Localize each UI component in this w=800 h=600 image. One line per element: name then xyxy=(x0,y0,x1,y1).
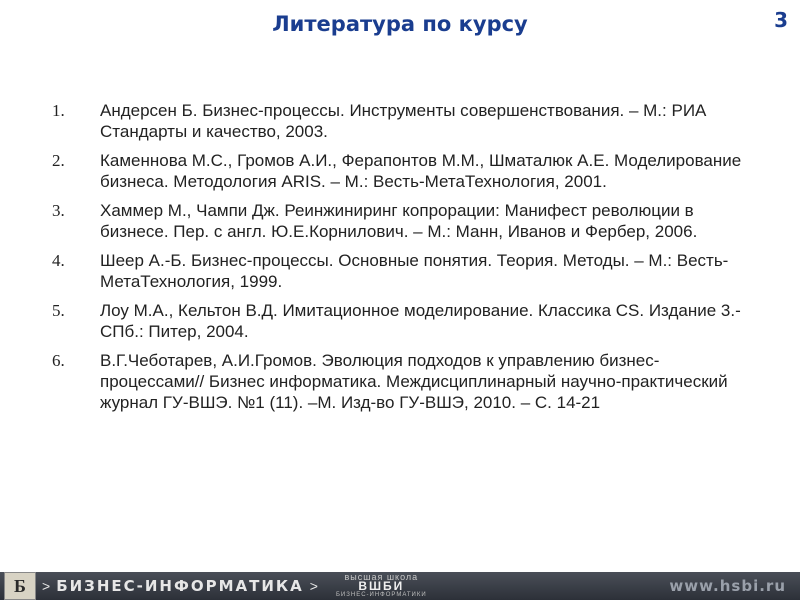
logo-icon: Б xyxy=(4,572,36,600)
reference-item xyxy=(52,350,742,413)
reference-text: Хаммер М., Чампи Дж. Реинжиниринг копрорации: Манифест революции в бизнесе. Пер. с англ. Ю.Е.Корнилович. – М.: Манн, Иванов и Фербер, 2006. xyxy=(100,201,698,241)
reference-number: 3. xyxy=(52,201,65,220)
reference-item xyxy=(52,250,742,292)
reference-number: 2. xyxy=(52,151,65,170)
slide-title: Литература по курсу xyxy=(272,12,528,36)
school-line-3: БИЗНЕС-ИНФОРМАТИКИ xyxy=(335,591,427,598)
arrow-icon: > xyxy=(42,578,51,594)
reference-item xyxy=(52,100,742,142)
reference-text: В.Г.Чеботарев, А.И.Громов. Эволюция подходов к управлению бизнес-процессами// Бизнес информатика. Междисциплинарный научно-практический журнал ГУ-ВШЭ. №1 (11). –М. Изд-во ГУ-ВШЭ, 2010. – С. 14-21 xyxy=(100,351,728,412)
reference-text: Каменнова М.С., Громов А.И., Ферапонтов М.М., Шматалюк А.Е. Моделирование бизнеса. Методология ARIS. – М.: Весть-МетаТехнология, 2001. xyxy=(100,151,742,191)
footer-url[interactable]: www.hsbi.ru xyxy=(669,577,786,595)
reference-item xyxy=(52,200,742,242)
reference-list xyxy=(52,100,742,421)
reference-text: Андерсен Б. Бизнес-процессы. Инструменты совершенствования. – М.: РИА Стандарты и качество, 2003. xyxy=(100,101,707,141)
footer-banner xyxy=(0,572,800,600)
school-line-1: высшая школа xyxy=(344,571,419,582)
reference-number: 5. xyxy=(52,301,65,320)
reference-text: Лоу М.А., Кельтон В.Д. Имитационное моделирование. Классика CS. Издание 3.-СПб.: Питер, 2004. xyxy=(100,301,741,341)
school-logo xyxy=(336,573,427,600)
reference-text: Шеер А.-Б. Бизнес-процессы. Основные понятия. Теория. Методы. – М.: Весть-МетаТехнология, 1999. xyxy=(100,251,729,291)
school-line-2: ВШБИ xyxy=(358,578,405,593)
arrow-icon: > xyxy=(309,578,318,594)
page-number: 3 xyxy=(774,8,788,32)
reference-number: 6. xyxy=(52,351,65,370)
reference-item xyxy=(52,150,742,192)
footer-brand: БИЗНЕС-ИНФОРМАТИКА xyxy=(56,577,304,595)
reference-number: 1. xyxy=(52,101,65,120)
reference-number: 4. xyxy=(52,251,65,270)
reference-item xyxy=(52,300,742,342)
